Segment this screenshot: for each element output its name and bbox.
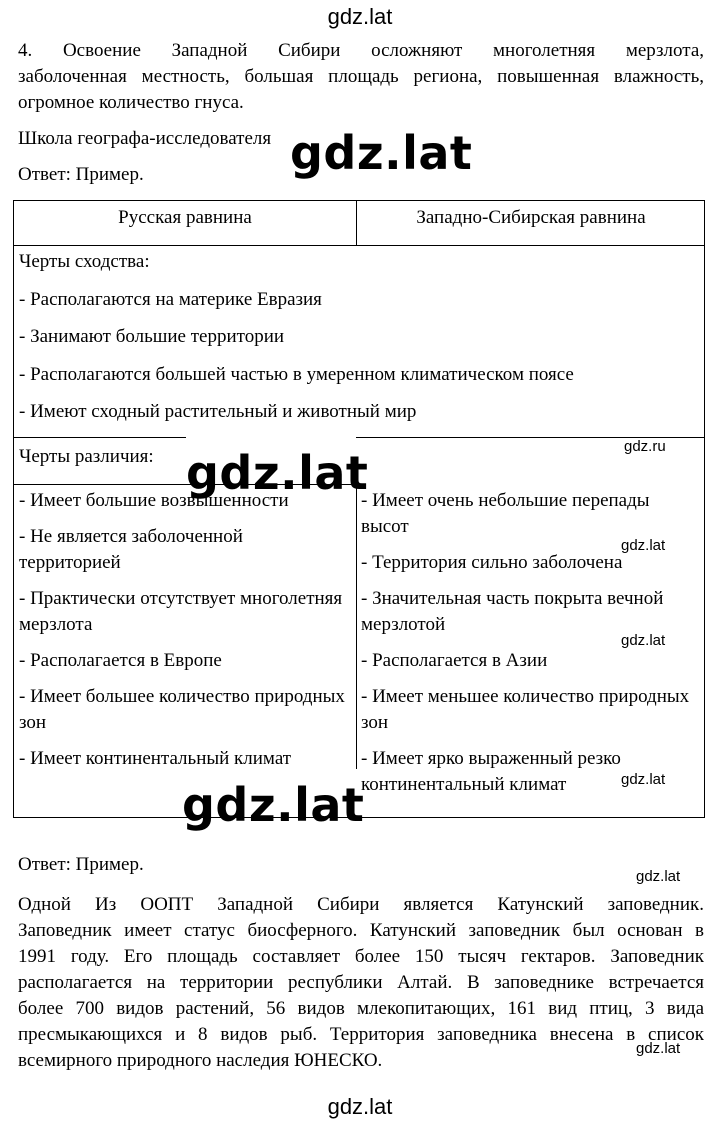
column-divider (356, 484, 357, 769)
difference-item: - Имеет континентальный климат (19, 748, 292, 769)
q4-line: заболоченная местность, большая площадь региона, повышенная влажность, (18, 66, 704, 87)
difference-item: - Имеет ярко выраженный резко континентальный климат (361, 748, 621, 795)
difference-item: - Практически отсутствует многолетняя мерзлота (19, 588, 343, 635)
difference-item: - Имеет очень небольшие перепады высот (361, 490, 650, 537)
watermark-small: gdz.lat (636, 1040, 681, 1057)
final-line: более 700 видов растений, 56 видов млекопитающих, 161 вид птиц, 3 вида (18, 998, 704, 1019)
q4-line: огромное количество гнуса. (18, 92, 244, 113)
answer-label-1: Ответ: Пример. (18, 164, 144, 185)
difference-item: - Не является заболоченной территорией (19, 526, 243, 573)
comparison-table (13, 200, 705, 818)
similarity-item: - Располагаются большей частью в умеренном климатическом поясе (19, 363, 574, 385)
watermark-small: gdz.ru (624, 438, 666, 455)
watermark-large: gdz.lat (182, 778, 365, 832)
table-header-row (14, 201, 704, 246)
answer-label-2: Ответ: Пример. (18, 854, 144, 875)
section-title-school: Школа географа-исследователя (18, 128, 272, 149)
similarities-block (19, 249, 574, 437)
final-line: пресмыкающихся и 8 видов рыб. Территория заповедника внесена в список (18, 1024, 704, 1045)
final-line: 1991 году. Его площадь составляет более 150 тысяч гектаров. Заповедник (18, 946, 704, 967)
similarity-item: - Занимают большие территории (19, 326, 285, 347)
watermark-bottom: gdz.lat (327, 1094, 393, 1119)
row-separator (14, 437, 186, 438)
difference-item: - Значительная часть покрыта вечной мерзлотой (361, 588, 664, 635)
question-4-paragraph (18, 38, 704, 116)
header-russian-plain: Русская равнина (118, 207, 252, 228)
difference-item: - Имеет меньшее количество природных зон (361, 686, 690, 733)
watermark-large: gdz.lat (290, 126, 473, 180)
q4-line: 4. Освоение Западной Сибири осложняют многолетняя мерзлота, (18, 40, 704, 61)
header-west-siberian-plain: Западно-Сибирская равнина (416, 207, 646, 228)
watermark-small: gdz.lat (621, 632, 666, 649)
watermark-top: gdz.lat (327, 4, 393, 29)
difference-item: - Имеет большее количество природных зон (19, 686, 345, 733)
differences-russian-column (19, 488, 349, 782)
final-line: Одной Из ООПТ Западной Сибири является Катунский заповедник. (18, 894, 704, 915)
similarity-item: - Располагаются на материке Евразия (19, 288, 322, 310)
watermark-small: gdz.lat (621, 537, 666, 554)
differences-title: Черты различия: (19, 446, 154, 467)
final-line: всемирного природного наследия ЮНЕСКО. (18, 1050, 383, 1071)
similarities-title: Черты сходства: (19, 251, 150, 272)
difference-item: - Располагается в Азии (361, 650, 548, 671)
difference-item: - Территория сильно заболочена (361, 552, 623, 573)
final-line: Заповедник имеет статус биосферного. Катунский заповедник был основан в (18, 920, 704, 941)
difference-item: - Располагается в Европе (19, 650, 222, 671)
watermark-large: gdz.lat (186, 446, 369, 500)
watermark-small: gdz.lat (621, 771, 666, 788)
final-line: располагается на территории республики Алтай. В заповеднике встречается (18, 972, 704, 993)
final-paragraph (18, 892, 704, 1074)
similarity-item: - Имеют сходный растительный и животный мир (19, 401, 417, 422)
watermark-small: gdz.lat (636, 868, 681, 885)
difference-item: - Имеет большие возвышенности (19, 490, 289, 511)
